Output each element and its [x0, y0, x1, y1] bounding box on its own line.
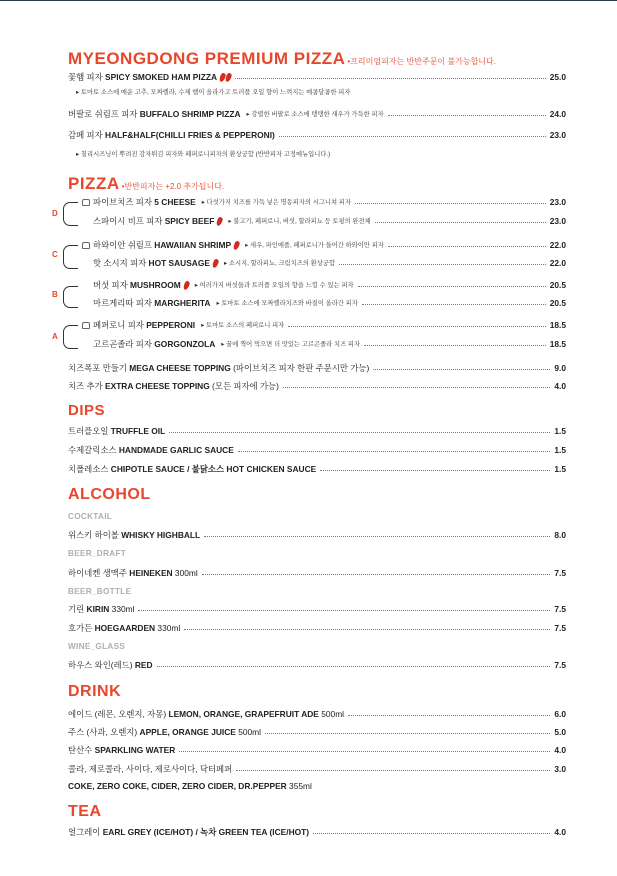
item-description: ▸ 새우, 파인애플, 페퍼로니가 들어간 하와이안 피자: [245, 242, 384, 249]
premium-title: MYEONGDONG PREMIUM PIZZA: [68, 49, 346, 68]
item-price: 18.5: [549, 339, 566, 349]
item-price: 1.5: [554, 445, 566, 455]
menu-item-juice: [68, 727, 566, 738]
leader-dots: [157, 666, 551, 667]
item-price: 5.0: [554, 727, 566, 737]
leader-dots: [373, 369, 550, 370]
item-name-en: MEGA CHEESE TOPPING: [129, 363, 231, 373]
item-description: ▸ 여러가지 버섯들과 트러플 오일의 향을 느낄 수 있는 피자: [194, 282, 354, 289]
item-name-kr: 호가든: [68, 623, 95, 633]
menu-item-truffle-oil: [68, 426, 566, 437]
menu-item-margherita: [82, 298, 566, 309]
item-name-en: HOEGAARDEN: [94, 623, 156, 633]
group-letter-c: C: [52, 250, 58, 259]
menu-item-sparkling-water: [68, 745, 566, 756]
item-price: 6.0: [554, 709, 566, 719]
leader-dots: [362, 304, 546, 305]
premium-note: •프리미엄피자는 반반주문이 불가능합니다.: [347, 57, 496, 66]
item-name-kr: 꽃햄 피자: [68, 72, 106, 82]
leader-dots: [375, 222, 546, 223]
item-price: 4.0: [554, 745, 566, 755]
item-name-kr: 치즈 추가: [68, 381, 106, 391]
subheading-beer-draft: BEER_DRAFT: [68, 549, 127, 558]
menu-item-chipotle-sauce: [68, 464, 566, 475]
premium-section-heading: [68, 50, 496, 67]
menu-item-tea: [68, 827, 566, 838]
item-price: 7.5: [554, 623, 566, 633]
item-price: 1.5: [554, 426, 566, 436]
item-name-en: COKE, ZERO COKE, CIDER, ZERO CIDER, DR.PEPPER: [68, 781, 287, 791]
item-name-kr: 트러플오일: [68, 426, 111, 436]
leader-dots: [288, 326, 545, 327]
item-name-en: SPICY SMOKED HAM PIZZA: [105, 72, 218, 82]
item-name-en: PEPPERONI: [146, 320, 196, 330]
item-description: ▸ 토마토 소스에 매운 고추, 모짜렐라, 수제 햄이 올라가고 트러플 오일 향이 느껴지는 매콤달콤한 피자: [76, 89, 351, 96]
item-name-kr: 파이브치즈 피자: [93, 197, 155, 207]
item-name-kr: 페퍼로니 피자: [93, 320, 147, 330]
group-bracket: [63, 245, 74, 269]
leader-dots: [364, 345, 546, 346]
item-price: 9.0: [554, 363, 566, 373]
subheading-wine-glass: WINE_GLASS: [68, 642, 126, 651]
item-description: ▸ 불고기, 페퍼로니, 버섯, 할라피뇨 등 토핑의 완전체: [228, 218, 371, 225]
item-price: 7.5: [554, 660, 566, 670]
item-name-kr: 하이네켄 생맥주: [68, 568, 130, 578]
menu-item-hawaiian-shrimp: [82, 240, 566, 251]
leader-dots: [339, 264, 546, 265]
menu-item-garlic-sauce: [68, 445, 566, 456]
item-name-tail: 300ml: [172, 568, 198, 578]
leader-dots: [169, 432, 550, 433]
thumbs-up-icon: [82, 242, 90, 249]
chili-pepper-icon: [233, 240, 241, 250]
item-price: 4.0: [554, 381, 566, 391]
item-name-en: BUFFALO SHRIMP PIZZA: [139, 109, 241, 119]
menu-item-half-and-half: [68, 130, 566, 141]
alcohol-title: ALCOHOL: [68, 486, 151, 503]
item-name-en: HALF&HALF(CHILLI FRIES & PEPPERONI): [105, 130, 275, 140]
item-name-en: LEMON, ORANGE, GRAPEFRUIT ADE: [168, 709, 319, 719]
item-name-kr: 탄산수: [68, 745, 95, 755]
item-name-en: GORGONZOLA: [154, 339, 216, 349]
menu-item-pepperoni: [82, 320, 566, 331]
item-name-kr: 스파이시 비프 피자: [93, 216, 165, 226]
item-price: 25.0: [549, 72, 566, 82]
leader-dots: [184, 629, 550, 630]
item-name-kr: 수제갈릭소스: [68, 445, 119, 455]
item-price: 1.5: [554, 464, 566, 474]
item-price: 22.0: [549, 258, 566, 268]
top-border: [0, 0, 617, 1]
item-price: 18.5: [549, 320, 566, 330]
item-price: 8.0: [554, 530, 566, 540]
leader-dots: [283, 387, 550, 388]
leader-dots: [355, 203, 546, 204]
item-name-kr: 버섯 피자: [93, 280, 131, 290]
leader-dots: [348, 715, 550, 716]
item-name-en: KIRIN: [86, 604, 110, 614]
menu-item-ade: [68, 709, 566, 720]
group-bracket: [63, 202, 74, 226]
item-name-kr: 고르곤졸라 피자: [93, 339, 155, 349]
group-bracket: [63, 325, 74, 349]
group-letter-b: B: [52, 290, 58, 299]
chili-pepper-icon: [211, 258, 219, 268]
item-price: 23.0: [549, 130, 566, 140]
item-name-kr: 위스키 하이볼: [68, 530, 122, 540]
item-price: 24.0: [549, 109, 566, 119]
tea-section-heading: [68, 804, 102, 820]
leader-dots: [313, 833, 550, 834]
item-name-en: HOT SAUSAGE: [148, 258, 210, 268]
item-name-en: MUSHROOM: [130, 280, 181, 290]
leader-dots: [202, 574, 551, 575]
drink-title: DRINK: [68, 683, 122, 700]
menu-item-heineken: [68, 568, 566, 579]
item-name-tail: (파이브치즈 피자 한판 주문시만 가능): [230, 363, 370, 373]
item-description: ▸ 다섯가지 치즈를 가득 넣은 명동피자의 시그니쳐 피자: [201, 199, 351, 206]
drink-section-heading: [68, 684, 121, 700]
item-price: 23.0: [549, 197, 566, 207]
leader-dots: [204, 536, 550, 537]
item-name-kr: 기린: [68, 604, 87, 614]
item-name-en: EARL GREY (ICE/HOT) / 녹차 GREEN TEA (ICE/HOT): [102, 827, 310, 837]
thumbs-up-icon: [82, 199, 90, 206]
item-name-tail: (모든 피자에 가능): [209, 381, 279, 391]
item-name-kr: 감페 피자: [68, 130, 106, 140]
chili-pepper-icon: [216, 216, 224, 226]
leader-dots: [138, 610, 550, 611]
menu-item-soda: [68, 764, 566, 775]
group-letter-a: A: [52, 332, 58, 341]
item-name-kr: 에이드 (레몬, 오렌지, 자몽): [68, 709, 169, 719]
item-description: ▸ 토마토 소스의 페퍼로니 피자: [201, 322, 285, 329]
menu-item-spicy-smoked-ham: [68, 72, 566, 83]
item-price: 20.5: [549, 280, 566, 290]
item-name-en: HANDMADE GARLIC SAUCE: [118, 445, 234, 455]
menu-item-mushroom: [82, 280, 566, 291]
item-name-tail: 500ml: [318, 709, 345, 719]
leader-dots: [320, 470, 550, 471]
item-description: ▸ 칠리시즈닝이 뿌려진 감자튀김 피자와 페퍼로니피자의 환상궁합 (반반피자 고정메뉴입니다.): [76, 151, 331, 158]
item-name-en: SPICY BEEF: [164, 216, 215, 226]
item-name-kr: 치즈폭포 만들기: [68, 363, 130, 373]
leader-dots: [235, 78, 546, 79]
menu-item-kirin: [68, 604, 566, 615]
menu-item-whisky-highball: [68, 530, 566, 541]
group-letter-d: D: [52, 209, 58, 218]
item-price: 7.5: [554, 604, 566, 614]
item-name-en: HAWAIIAN SHRIMP: [154, 240, 232, 250]
item-name-en: CHIPOTLE SAUCE / 불닭소스 HOT CHICKEN SAUCE: [110, 464, 317, 474]
item-name-en: RED: [134, 660, 153, 670]
leader-dots: [388, 246, 546, 247]
item-description: ▸ 꿀에 찍어 먹으면 더 맛있는 고르곤졸라 치즈 피자: [221, 341, 361, 348]
item-name-tail: 330ml: [109, 604, 135, 614]
item-name-kr: 콜라, 제로콜라, 사이다, 제로사이다, 닥터페퍼: [68, 764, 233, 774]
item-name-tail: 330ml: [155, 623, 181, 633]
item-price: 20.5: [549, 298, 566, 308]
thumbs-up-icon: [82, 322, 90, 329]
leader-dots: [279, 136, 546, 137]
menu-item-house-wine: [68, 660, 566, 671]
menu-item-buffalo-shrimp: [68, 109, 566, 120]
menu-item-hoegaarden: [68, 623, 566, 634]
item-name-kr: 버팔로 쉬림프 피자: [68, 109, 140, 119]
leader-dots: [265, 733, 550, 734]
item-name-kr: 하와이안 쉬림프: [93, 240, 155, 250]
item-name-en: MARGHERITA: [154, 298, 211, 308]
tea-title: TEA: [68, 803, 102, 820]
pizza-title: PIZZA: [68, 174, 120, 193]
leader-dots: [388, 115, 546, 116]
item-price: 7.5: [554, 568, 566, 578]
pizza-note: •반반피자는 +2.0 추가됩니다.: [121, 182, 225, 191]
item-price: 23.0: [549, 216, 566, 226]
item-description: ▸ 토마토 소스에 모짜렐라치즈와 바질이 올라간 피자: [216, 300, 358, 307]
item-name-en: 5 CHEESE: [154, 197, 196, 207]
item-price: 22.0: [549, 240, 566, 250]
item-name-kr: 주스 (사과, 오렌지): [68, 727, 140, 737]
item-name-kr: 치폴레소스: [68, 464, 111, 474]
pizza-section-heading: [68, 175, 224, 192]
item-name-tail: 500ml: [235, 727, 262, 737]
item-name-en: APPLE, ORANGE JUICE: [139, 727, 236, 737]
item-name-kr: 핫 소시지 피자: [93, 258, 149, 268]
item-price: 3.0: [554, 764, 566, 774]
leader-dots: [236, 770, 550, 771]
item-name-kr: 하우스 와인(레드): [68, 660, 135, 670]
leader-dots: [358, 286, 546, 287]
item-name-kr: 마르게리따 피자: [93, 298, 155, 308]
item-price: 4.0: [554, 827, 566, 837]
menu-item-spicy-beef: [82, 216, 566, 227]
subheading-beer-bottle: BEER_BOTTLE: [68, 587, 132, 596]
menu-item-mega-cheese: [68, 363, 566, 374]
chili-pepper-icon: [182, 280, 190, 290]
dips-section-heading: [68, 403, 105, 418]
item-name-en: HEINEKEN: [129, 568, 173, 578]
item-name-en: TRUFFLE OIL: [110, 426, 166, 436]
dips-title: DIPS: [68, 402, 106, 419]
item-description: ▸ 소시지, 할라피뇨, 크림치즈의 환상궁합: [223, 260, 335, 267]
item-name-en: SPARKLING WATER: [94, 745, 176, 755]
group-bracket: [63, 286, 74, 308]
menu-item-extra-cheese: [68, 381, 566, 392]
alcohol-section-heading: [68, 487, 151, 503]
menu-item-gorgonzola: [82, 339, 566, 350]
item-description: ▸ 강렬한 버팔로 소스에 탱탱한 새우가 가득한 피자: [246, 111, 384, 118]
leader-dots: [238, 451, 551, 452]
item-name-kr: 얼그레이: [68, 827, 103, 837]
leader-dots: [179, 751, 550, 752]
menu-item-5-cheese: [82, 197, 566, 208]
subheading-cocktail: COCKTAIL: [68, 512, 113, 521]
menu-item-hot-sausage: [82, 258, 566, 269]
menu-item-soda-english: [68, 781, 566, 792]
item-name-en: WHISKY HIGHBALL: [121, 530, 201, 540]
item-name-en: EXTRA CHEESE TOPPING: [105, 381, 210, 391]
item-name-tail: 355ml: [286, 781, 312, 791]
